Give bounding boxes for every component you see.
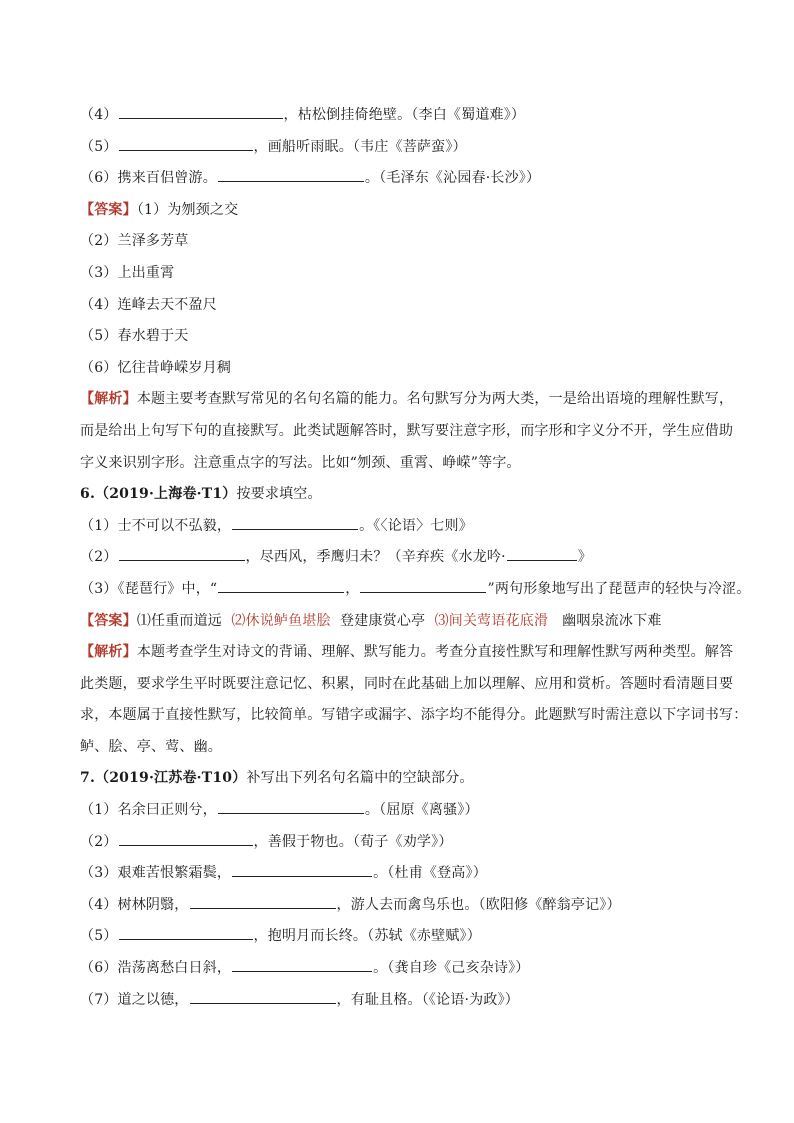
q6-item-2: （2） ，尽西风，季鹰归未？（辛弃疾《水龙吟· 》: [80, 542, 720, 574]
q5-answer-6: （6）忆往昔峥嵘岁月稠: [80, 359, 232, 376]
answer-blank: [119, 103, 283, 119]
q5-answer-3: （3）上出重霄: [80, 264, 175, 281]
answer-blank: [119, 924, 253, 940]
q7-item-4: （4）树林阴翳， ，游人去而禽鸟乐也。（欧阳修《醉翁亭记》）: [80, 890, 720, 922]
q6-analysis-1: 【解析】本题考查学生对诗文的背诵、理解、默写能力。考查分直接性默写和理解性默写两种类型。解答: [80, 644, 734, 661]
q5-answer-1: 【答案】（1）为刎颈之交: [80, 201, 239, 218]
q7-item-6: （6）浩荡离愁白日斜， 。（龚自珍《己亥杂诗》）: [80, 953, 720, 985]
q6-analysis-4: 鲈、脍、亭、莺、幽。: [80, 738, 222, 755]
answer-blank: [232, 861, 372, 877]
answer-blank: [232, 956, 372, 972]
answer-blank: [218, 798, 364, 814]
q5-analysis-2: 而是给出上句写下句的直接默写。此类试题解答时，默写要注意字形，而字形和字义分不开，学生应借助: [80, 422, 734, 439]
q5-analysis-1: 【解析】本题主要考查默写常见的名句名篇的能力。名句默写分为两大类，一是给出语境的理解性默写，: [80, 391, 734, 408]
question-number: 6.（2019·上海卷·T1）: [80, 486, 237, 503]
answer-blank: [218, 166, 364, 182]
q7-item-2: （2） ，善假于物也。（荀子《劝学》）: [80, 827, 720, 859]
analysis-tag: 【解析】: [80, 644, 137, 661]
q5-answer-2: （2）兰泽多芳草: [80, 233, 189, 250]
q5-answer-4: （4）连峰去天不盈尺: [80, 296, 217, 313]
answer-blank: [119, 135, 253, 151]
question-number: 7.（2019·江苏卷·T10）: [80, 770, 247, 787]
answer-blank: [190, 893, 336, 909]
answer-blank: [507, 545, 577, 561]
q5-item-4: （4） ，枯松倒挂倚绝壁。（李白《蜀道难》）: [80, 100, 720, 132]
q5-analysis-3: 字义来识别字形。注意重点字的写法。比如“刎颈、重霄、峥嵘”等字。: [80, 454, 521, 471]
q5-answer-5: （5）春水碧于天: [80, 328, 189, 345]
q7-item-3: （3）艰难苦恨繁霜鬓， 。（杜甫《登高》）: [80, 858, 720, 890]
answer-tag: 【答案】: [80, 612, 137, 629]
answer-tag: 【答案】: [80, 201, 137, 218]
q7-heading: 7.（2019·江苏卷·T10）补写出下列名句名篇中的空缺部分。: [80, 770, 474, 787]
q6-item-1: （1）士不可以不弘毅， 。《〈论语〉七则》: [80, 511, 720, 543]
q7-item-7: （7）道之以德， ，有耻且格。（《论语·为政》）: [80, 985, 720, 1017]
analysis-tag: 【解析】: [80, 391, 137, 408]
answer-blank: [218, 577, 344, 593]
q7-item-5: （5） ，抱明月而长终。（苏轼《赤壁赋》）: [80, 921, 720, 953]
document-page: [80, 100, 751, 1016]
answer-blank: [232, 514, 358, 530]
q7-item-1: （1）名余曰正则兮， 。（屈原《离骚》）: [80, 795, 720, 827]
answer-blank: [119, 830, 253, 846]
answer-blank: [119, 545, 245, 561]
q5-item-5: （5） ，画船听雨眠。（韦庄《菩萨蛮》）: [80, 132, 720, 164]
q5-item-6: （6）携来百侣曾游。 。（毛泽东《沁园春·长沙》）: [80, 163, 720, 195]
q6-analysis-2: 此类题，要求学生平时既要注意记忆、积累，同时在此基础上加以理解、应用和赏析。答题时看清题目要: [80, 675, 734, 692]
q6-heading: 6.（2019·上海卷·T1）按要求填空。: [80, 486, 322, 503]
q6-answer: 【答案】⑴任重而道远 ⑵休说鲈鱼堪脍 登建康赏心亭 ⑶间关莺语花底滑 幽咽泉流冰下难: [80, 612, 662, 629]
q6-analysis-3: 求，本题属于直接性默写，比较简单。写错字或漏字、添字均不能得分。此题默写时需注意以下字词书写：: [80, 707, 748, 724]
q6-item-3: （3）《琵琶行》中，“ ， ”两句形象地写出了琵琶声的轻快与冷涩。: [80, 574, 720, 606]
answer-blank: [360, 577, 486, 593]
answer-blank: [190, 988, 336, 1004]
